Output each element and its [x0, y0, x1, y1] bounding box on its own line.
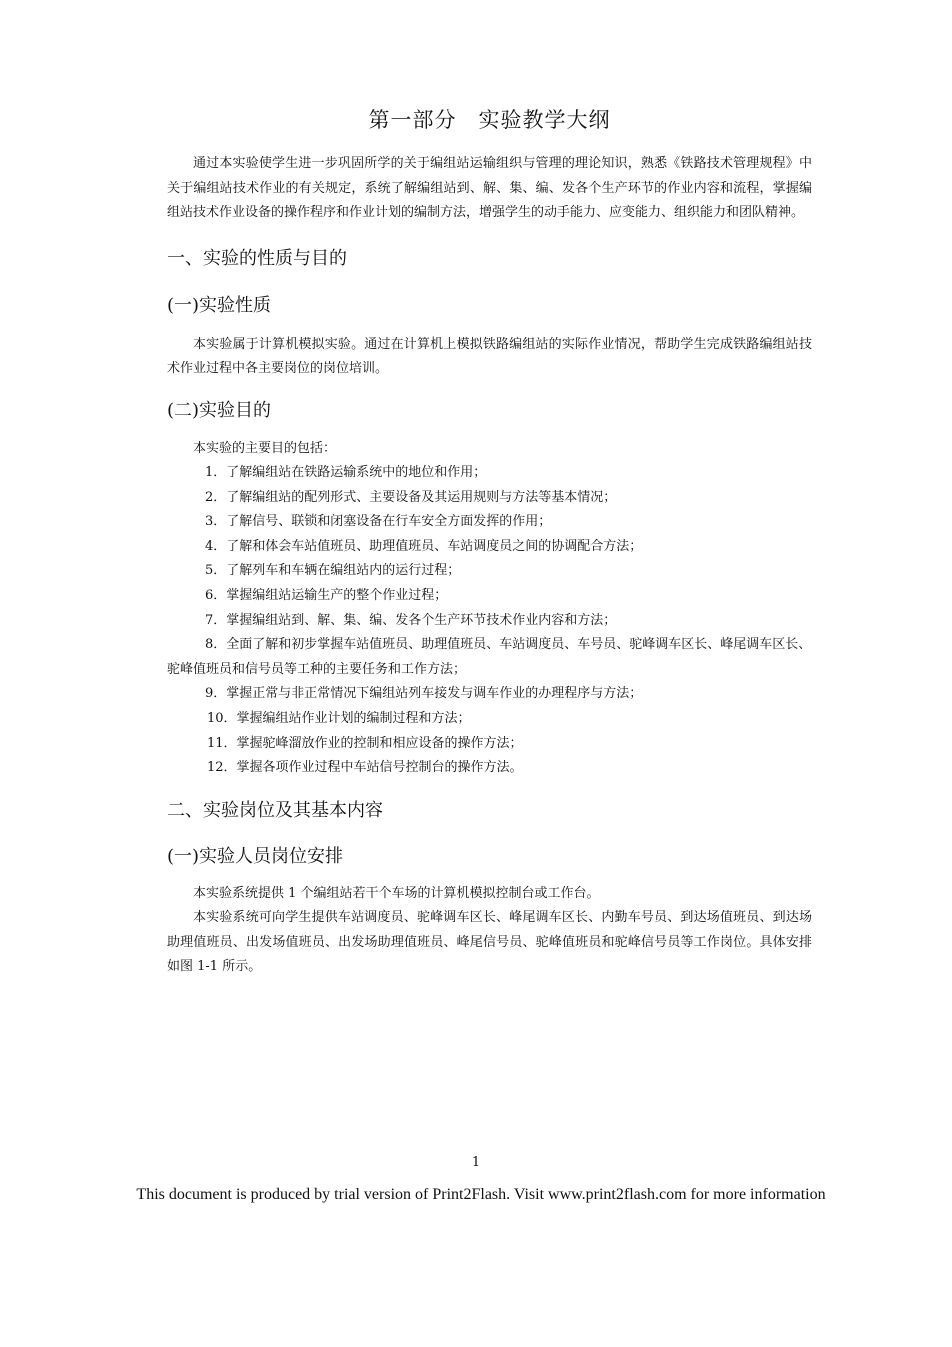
list-item: 9．掌握正常与非正常情况下编组站列车接发与调车作业的办理程序与方法； [205, 686, 643, 702]
list-item: 7．掌握编组站到、解、集、编、发各个生产环节技术作业内容和方法； [205, 612, 617, 628]
list-item: 2．了解编组站的配列形式、主要设备及其运用规则与方法等基本情况； [205, 489, 617, 505]
section-1-1-text: 本实验属于计算机模拟实验。通过在计算机上模拟铁路编组站的实际作业情况，帮助学生完成铁路编组站技术作业过程中各主要岗位的岗位培训。 [167, 336, 812, 376]
section-1-1-heading: (一)实验性质 [167, 294, 272, 316]
section-1-heading: 一、实验的性质与目的 [167, 247, 347, 269]
intro-paragraph: 通过本实验使学生进一步巩固所学的关于编组站运输组织与管理的理论知识，熟悉《铁路技术管理规程》中关于编组站技术作业的有关规定，系统了解编组站到、解、集、编、发各个生产环节的作业内容和流程，掌握编组站技术作业设备的操作程序和作业计划的编制方法，增强学生的动手能力、应变能力、组织能力和团队精神。 [167, 156, 812, 220]
page-number: 1 [471, 1155, 481, 1170]
section-1-2-heading: (二)实验目的 [167, 399, 272, 421]
list-item: 10．掌握编组站作业计划的编制过程和方法； [207, 710, 471, 726]
list-item: 8．全面了解和初步掌握车站值班员、助理值班员、车站调度员、车号员、驼峰调车区长、峰尾调车区长、驼峰值班员和信号员等工种的主要任务和工作方法； [167, 637, 812, 677]
section-2-1-paragraph-2: 本实验系统可向学生提供车站调度员、驼峰调车区长、峰尾调车区长、内勤车号员、到达场值班员、到达场助理值班员、出发场值班员、出发场助理值班员、峰尾信号员、驼峰值班员和驼峰信号员等工作岗位。具体安排如图 1-1 所示。 [167, 910, 812, 975]
trial-notice: This document is produced by trial version of Print2Flash. Visit www.print2flash.com for more information [136, 1186, 826, 1203]
list-item: 6．掌握编组站运输生产的整个作业过程； [205, 587, 448, 603]
page-content [167, 100, 812, 980]
objectives-lead: 本实验的主要目的包括： [193, 440, 337, 456]
section-2-1-heading: (一)实验人员岗位安排 [167, 845, 344, 867]
list-item: 11．掌握驼峰溜放作业的控制和相应设备的操作方法； [207, 735, 523, 751]
section-2-1-paragraph-1: 本实验系统提供 1 个编组站若干个车场的计算机模拟控制台或工作台。 [193, 885, 600, 901]
page-title: 第一部分 实验教学大纲 [368, 108, 611, 132]
list-item: 4．了解和体会车站值班员、助理值班员、车站调度员之间的协调配合方法； [205, 538, 643, 554]
section-2-heading: 二、实验岗位及其基本内容 [167, 799, 383, 821]
list-item: 3．了解信号、联锁和闭塞设备在行车安全方面发挥的作用； [205, 514, 552, 530]
list-item: 12．掌握各项作业过程中车站信号控制台的操作方法。 [207, 760, 523, 776]
objectives-list [167, 461, 812, 781]
list-item: 1．了解编组站在铁路运输系统中的地位和作用； [205, 465, 487, 480]
list-item: 5．了解列车和车辆在编组站内的运行过程； [205, 563, 461, 579]
